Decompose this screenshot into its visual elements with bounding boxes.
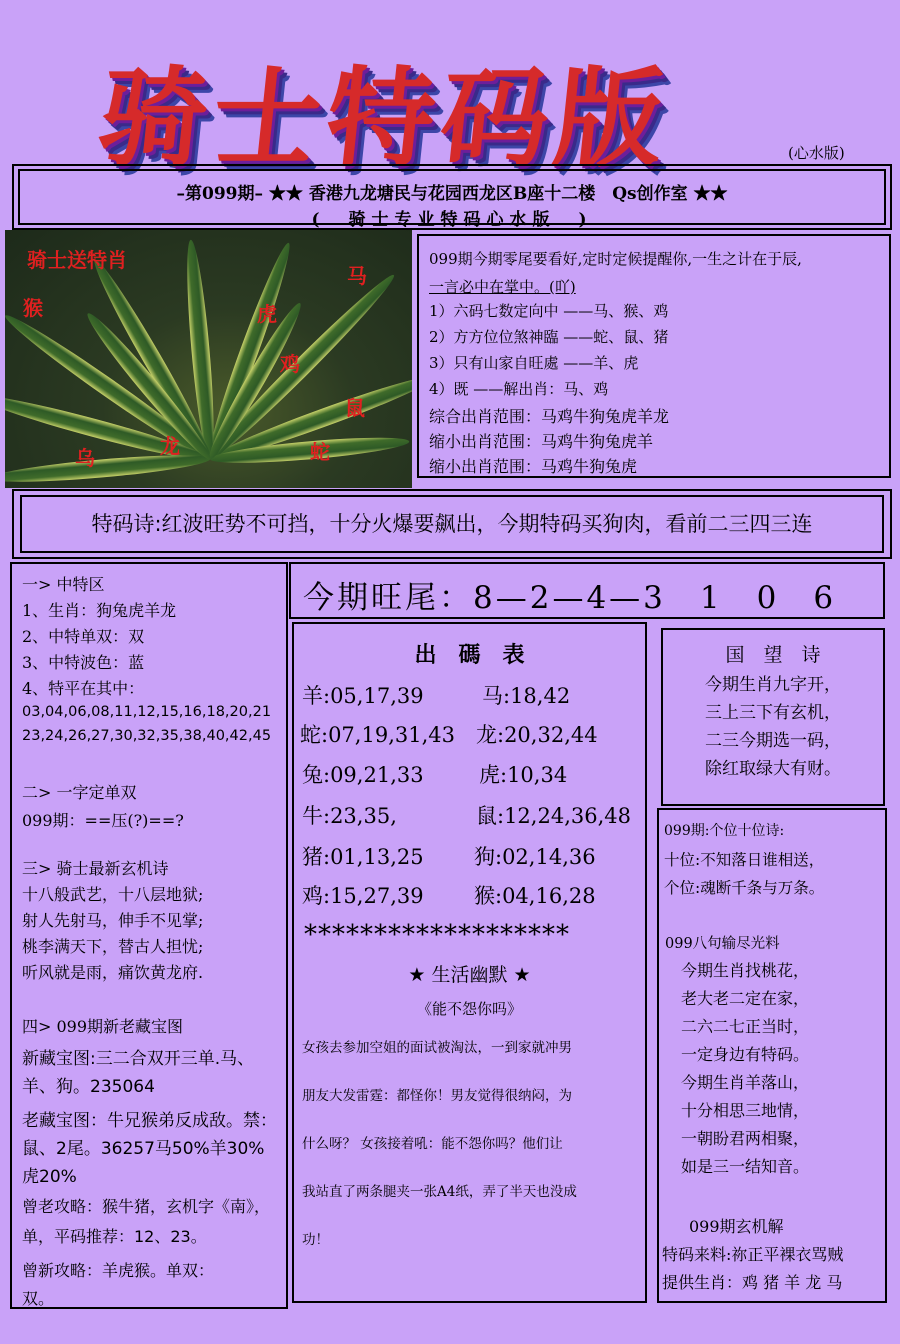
special-poem-box bbox=[12, 489, 892, 559]
treasure-line: 虎20% bbox=[22, 1167, 77, 1187]
tips-item: 1）六码七数定向中 ——马、猴、鸡 bbox=[429, 302, 669, 320]
code-row-right: 马:18,42 bbox=[482, 684, 571, 708]
guowang-line: 今期生肖九字开， bbox=[705, 675, 841, 695]
humor-line: 朋友大发雷霆：都怪你！男友觉得很纳闷，为 bbox=[302, 1088, 572, 1104]
photo-label: 龙 bbox=[160, 434, 180, 458]
tips-intro: 099期今期零尾要看好,定时定候提醒你,一生之计在于辰, bbox=[429, 250, 802, 268]
tips-item: 2）方方位位煞神臨 ——蛇、鼠、猪 bbox=[429, 328, 669, 346]
poem-line: 听风就是雨，痛饮黄龙府. bbox=[22, 963, 204, 982]
eight-line: 一定身边有特码。 bbox=[681, 1045, 810, 1064]
humor-line: 什么呀？ 女孩接着吼：能不怨你吗？他们让 bbox=[302, 1136, 563, 1152]
photo-label: 马 bbox=[347, 264, 367, 288]
treasure-line: 曾老攻略：猴牛猪，玄机字《南》， bbox=[22, 1197, 271, 1216]
header-address: –第099期– ★★ 香港九龙塘民与花园西龙区B座十二楼 Qs创作室 ★★ bbox=[176, 184, 728, 204]
gewei-title: 099期:个位十位诗: bbox=[664, 823, 785, 839]
humor-line: 功！ bbox=[302, 1232, 329, 1248]
code-row-left: 羊:05,17,39 bbox=[302, 684, 424, 708]
edition-label: (心水版) bbox=[788, 144, 845, 162]
tips-range: 缩小出肖范围：马鸡牛狗兔虎 bbox=[429, 457, 638, 476]
stars-divider: ******************* bbox=[304, 920, 570, 950]
section-title: 三> 骑士最新玄机诗 bbox=[22, 859, 169, 878]
gewei-line: 十位:不知落日谁相送， bbox=[664, 851, 825, 869]
list-item: 3、中特波色：蓝 bbox=[22, 653, 145, 672]
tips-box bbox=[417, 234, 891, 478]
poem-line: 射人先射马，伸手不见掌; bbox=[22, 911, 204, 930]
right-column bbox=[657, 808, 887, 1303]
code-row-right: 猴:04,16,28 bbox=[474, 884, 596, 908]
treasure-line: 羊、狗。235064 bbox=[22, 1077, 155, 1097]
code-table-title: 出 碼 表 bbox=[414, 642, 525, 668]
treasure-line: 曾新攻略：羊虎猴。单双： bbox=[22, 1261, 215, 1280]
eight-line: 老大老二定在家， bbox=[681, 989, 810, 1008]
lucky-tail-digits: 8—2—4—3 1 0 6 bbox=[473, 580, 837, 616]
tips-range: 综合出肖范围：马鸡牛狗兔虎羊龙 bbox=[429, 407, 670, 426]
code-row-right: 狗:02,14,36 bbox=[474, 845, 596, 869]
eight-line: 今期生肖找桃花， bbox=[681, 961, 810, 980]
title-banner bbox=[92, 22, 800, 182]
photo-label: 蛇 bbox=[310, 440, 330, 464]
humor-subtitle: 《能不怨你吗》 bbox=[416, 1000, 522, 1018]
eight-line: 今期生肖羊落山， bbox=[681, 1073, 810, 1092]
treasure-line: 双。 bbox=[22, 1289, 55, 1308]
eight-line: 一朝盼君两相聚， bbox=[681, 1129, 810, 1148]
code-row-left: 兔:09,21,33 bbox=[302, 763, 424, 787]
number-list: 23,24,26,27,30,32,35,38,40,42,45 bbox=[22, 728, 272, 744]
guowang-poem-box bbox=[661, 628, 885, 806]
tips-intro: 一言必中在掌中。(吖) bbox=[429, 278, 576, 296]
lucky-tail-box bbox=[289, 562, 885, 619]
treasure-line: 鼠、2尾。36257马50%羊30% bbox=[22, 1139, 265, 1159]
guowang-line: 二三今期选一码， bbox=[705, 731, 841, 751]
photo-label: 鼠 bbox=[345, 396, 365, 420]
tips-item: 4）既 ——解出肖：马、鸡 bbox=[429, 380, 609, 398]
header-subtitle: ( 骑士专业特码心水版 ) bbox=[311, 210, 593, 230]
special-poem: 特码诗:红波旺势不可挡，十分火爆要飙出，今期特码买狗肉，看前二三四三连 bbox=[20, 495, 884, 553]
list-item: 099期：==压(?)==? bbox=[22, 811, 184, 830]
section-title: 一> 中特区 bbox=[22, 575, 105, 594]
code-row-left: 鸡:15,27,39 bbox=[302, 884, 424, 908]
header-info-box bbox=[12, 164, 892, 230]
guowang-title: 国 望 诗 bbox=[725, 644, 821, 666]
list-item: 4、特平在其中： bbox=[22, 679, 145, 698]
guowang-line: 三上三下有玄机， bbox=[705, 703, 841, 723]
code-row-left: 猪:01,13,25 bbox=[302, 845, 424, 869]
photo-label: 虎 bbox=[257, 302, 277, 326]
humor-line: 我站直了两条腿夹一张A4纸，弄了半天也没成 bbox=[302, 1184, 577, 1200]
guowang-line: 除红取绿大有财。 bbox=[705, 759, 841, 779]
humor-line: 女孩去参加空姐的面试被淘汰，一到家就冲男 bbox=[302, 1040, 572, 1056]
treasure-line: 单，平码推荐：12、23。 bbox=[22, 1227, 207, 1246]
page-title: 骑士特码版 bbox=[92, 57, 676, 182]
lucky-tail-label: 今期旺尾： bbox=[303, 580, 473, 616]
list-item: 2、中特单双：双 bbox=[22, 627, 145, 646]
humor-title: ★ 生活幽默 ★ bbox=[408, 964, 531, 986]
treasure-line: 老藏宝图：牛兄猴弟反成敌。禁： bbox=[22, 1111, 277, 1131]
eight-line: 如是三一结知音。 bbox=[681, 1157, 810, 1176]
list-item: 1、生肖：狗兔虎羊龙 bbox=[22, 601, 177, 620]
photo-label: 乌 bbox=[75, 446, 95, 470]
code-table bbox=[292, 622, 647, 1303]
eight-line: 二六二七正当时， bbox=[681, 1017, 810, 1036]
poem-line: 桃李满天下，替古人担忧; bbox=[22, 937, 204, 956]
code-row-right: 龙:20,32,44 bbox=[476, 723, 598, 747]
number-list: 03,04,06,08,11,12,15,16,18,20,21 bbox=[22, 704, 272, 720]
xuanji-line: 特码来料:祢正平裸衣骂贼 bbox=[662, 1245, 844, 1264]
photo-label: 猴 bbox=[23, 296, 43, 320]
eight-lines-title: 099八句输尽光料 bbox=[665, 936, 780, 952]
left-column bbox=[10, 562, 288, 1309]
section-title: 二> 一字定单双 bbox=[22, 783, 137, 802]
photo-caption: 骑士送特肖 bbox=[27, 248, 127, 272]
poem-line: 十八般武艺，十八层地狱; bbox=[22, 885, 204, 904]
plant-photo bbox=[5, 230, 412, 488]
lucky-tail bbox=[303, 572, 836, 617]
eight-line: 十分相思三地情， bbox=[681, 1101, 810, 1120]
code-row-left: 牛:23,35, bbox=[302, 804, 397, 828]
code-row-right: 鼠:12,24,36,48 bbox=[476, 804, 631, 828]
photo-label: 鸡 bbox=[280, 352, 300, 376]
tips-range: 缩小出肖范围：马鸡牛狗兔虎羊 bbox=[429, 432, 654, 451]
section-title: 四> 099期新老藏宝图 bbox=[22, 1017, 184, 1036]
xuanji-line: 提供生肖：鸡 猪 羊 龙 马 bbox=[662, 1273, 843, 1292]
code-row-right: 虎:10,34 bbox=[479, 763, 568, 787]
tips-item: 3）只有山家自旺處 ——羊、虎 bbox=[429, 354, 639, 372]
code-row-left: 蛇:07,19,31,43 bbox=[300, 723, 455, 747]
gewei-line: 个位:魂断千条与万条。 bbox=[664, 879, 825, 897]
treasure-line: 新藏宝图:三二合双开三单.马、 bbox=[22, 1049, 255, 1069]
xuanji-title: 099期玄机解 bbox=[689, 1217, 784, 1236]
